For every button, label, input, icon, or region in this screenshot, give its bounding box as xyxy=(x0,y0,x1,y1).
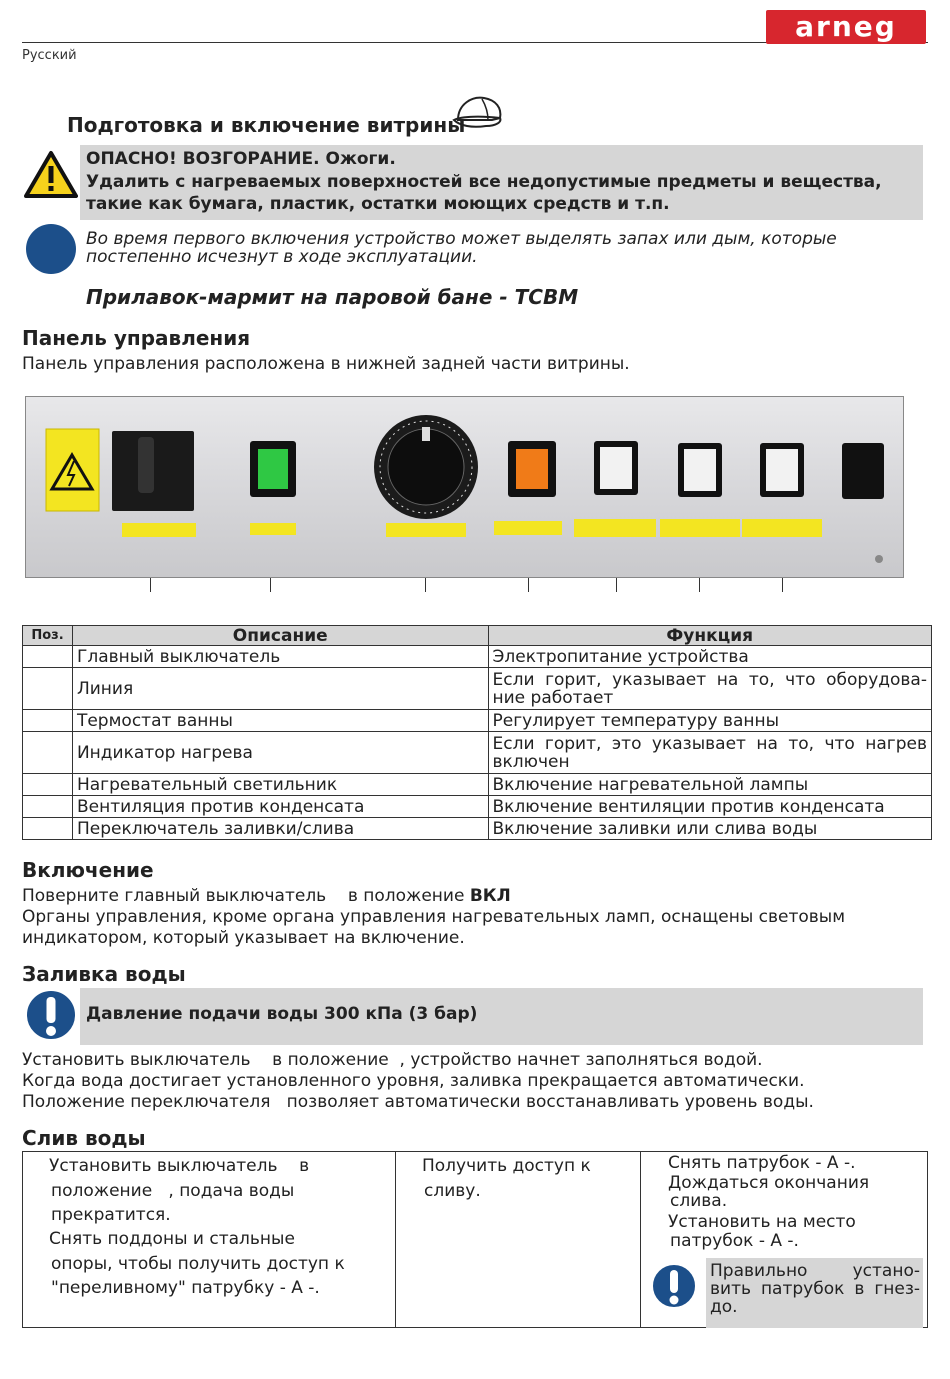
cell-function: Включение вентиляции против конденсата xyxy=(488,796,932,818)
danger-text: ОПАСНО! ВОЗГОРАНИЕ. Ожоги. xyxy=(86,149,396,169)
danger-text: такие как бумага, пластик, остатки моющих средств и т.п. xyxy=(86,194,670,214)
leader-line xyxy=(425,578,426,592)
drain-step3-line: патрубок - А -. xyxy=(670,1231,799,1251)
cell-pos xyxy=(23,668,73,710)
info-text: Во время первого включения устройство может выделять запах или дым, которые xyxy=(86,229,837,249)
table-row xyxy=(23,668,932,710)
cell-pos xyxy=(23,710,73,732)
leader-line xyxy=(270,578,271,592)
drain-step1-line: "переливному" патрубку - А -. xyxy=(51,1278,320,1298)
warning-triangle-icon xyxy=(24,150,78,198)
switch-on-text: Органы управления, кроме органа управления нагревательных ламп, оснащены световым xyxy=(22,907,846,927)
drain-step3-line: Снять патрубок - А -. xyxy=(668,1153,856,1173)
info-circle-icon xyxy=(26,224,76,274)
cell-function: Если горит, это указывает на то, что нагрев включен xyxy=(488,732,932,774)
switch-on-text-b: ВКЛ xyxy=(469,886,511,906)
leader-line xyxy=(528,578,529,592)
cell-function: Электропитание устройства xyxy=(488,646,932,668)
drain-divider xyxy=(640,1151,641,1328)
panel-description: Панель управления расположена в нижней задней части витрины. xyxy=(22,354,630,374)
cell-pos xyxy=(23,646,73,668)
controls-table xyxy=(22,625,932,840)
drain-step2-line: Получить доступ к xyxy=(422,1156,591,1176)
table-row xyxy=(23,646,932,668)
cell-description: Индикатор нагрева xyxy=(72,732,488,774)
drain-heading: Слив воды xyxy=(22,1126,146,1150)
switch-on-text-a: Поверните главный выключатель в положение xyxy=(22,886,470,906)
cell-function: Включение нагревательной лампы xyxy=(488,774,932,796)
control-panel-drawing xyxy=(26,397,905,579)
product-subtitle: Прилавок-мармит на паровой бане - TCBM xyxy=(86,285,579,309)
drain-step3-line: Дождаться окончания xyxy=(668,1173,870,1193)
drain-step1-line: положение , подача воды xyxy=(51,1181,295,1201)
drain-step1-line: опоры, чтобы получить доступ к xyxy=(51,1254,345,1274)
table-header-row xyxy=(23,626,932,646)
exclamation-icon xyxy=(24,988,78,1042)
table-row xyxy=(23,818,932,840)
drain-step1-line: прекратится. xyxy=(51,1205,171,1225)
cell-pos xyxy=(23,818,73,840)
leader-line xyxy=(150,578,151,592)
leader-line xyxy=(699,578,700,592)
cell-function: Регулирует температуру ванны xyxy=(488,710,932,732)
cell-description: Линия xyxy=(72,668,488,710)
table-row xyxy=(23,796,932,818)
panel-heading: Панель управления xyxy=(22,326,251,350)
leader-line xyxy=(782,578,783,592)
col-header-function: Функция xyxy=(488,626,932,646)
note-text: Правильно устано-вить патрубок в гнез-до. xyxy=(710,1261,920,1317)
cell-description: Главный выключатель xyxy=(72,646,488,668)
cell-pos xyxy=(23,732,73,774)
cell-description: Термостат ванны xyxy=(72,710,488,732)
section-title: Подготовка и включение витрины xyxy=(67,113,466,137)
brand-logo xyxy=(766,10,926,44)
pressure-text: Давление подачи воды 300 кПа (3 бар) xyxy=(86,1004,478,1024)
switch-on-text: индикатором, который указывает на включение. xyxy=(22,928,465,948)
table-row xyxy=(23,732,932,774)
drain-step3-line: слива. xyxy=(670,1191,728,1211)
exclamation-icon xyxy=(650,1262,698,1310)
control-panel-photo xyxy=(25,396,904,578)
cell-function: Включение заливки или слива воды xyxy=(488,818,932,840)
drain-step3-line: Установить на место xyxy=(668,1212,856,1232)
drain-divider xyxy=(395,1151,396,1328)
cell-description: Переключатель заливки/слива xyxy=(72,818,488,840)
table-row xyxy=(23,710,932,732)
water-fill-heading: Заливка воды xyxy=(22,962,186,986)
info-text: постепенно исчезнут в ходе эксплуатации. xyxy=(86,247,478,267)
drain-step1-line: Установить выключатель в xyxy=(49,1156,310,1176)
leader-line xyxy=(616,578,617,592)
cell-description: Вентиляция против конденсата xyxy=(72,796,488,818)
water-fill-text: Установить выключатель в положение , устройство начнет заполняться водой. xyxy=(22,1050,763,1070)
cell-pos xyxy=(23,796,73,818)
switch-on-heading: Включение xyxy=(22,858,154,882)
table-row xyxy=(23,774,932,796)
water-fill-text: Положение переключателя позволяет автоматически восстанавливать уровень воды. xyxy=(22,1092,814,1112)
cell-pos xyxy=(23,774,73,796)
drain-step2-line: сливу. xyxy=(424,1181,481,1201)
cell-function: Если горит, указывает на то, что оборудова-ние работает xyxy=(488,668,932,710)
language-label: Русский xyxy=(22,48,77,63)
cap-icon xyxy=(452,94,506,132)
brand-logo-text: arneg xyxy=(795,10,897,43)
drain-step1-line: Снять поддоны и стальные xyxy=(49,1229,295,1249)
cell-description: Нагревательный светильник xyxy=(72,774,488,796)
col-header-pos: Поз. xyxy=(23,626,73,646)
switch-on-text xyxy=(22,886,511,907)
water-fill-text: Когда вода достигает установленного уровня, заливка прекращается автоматически. xyxy=(22,1071,805,1091)
col-header-description: Описание xyxy=(72,626,488,646)
danger-text: Удалить с нагреваемых поверхностей все недопустимые предметы и вещества, xyxy=(86,172,882,192)
